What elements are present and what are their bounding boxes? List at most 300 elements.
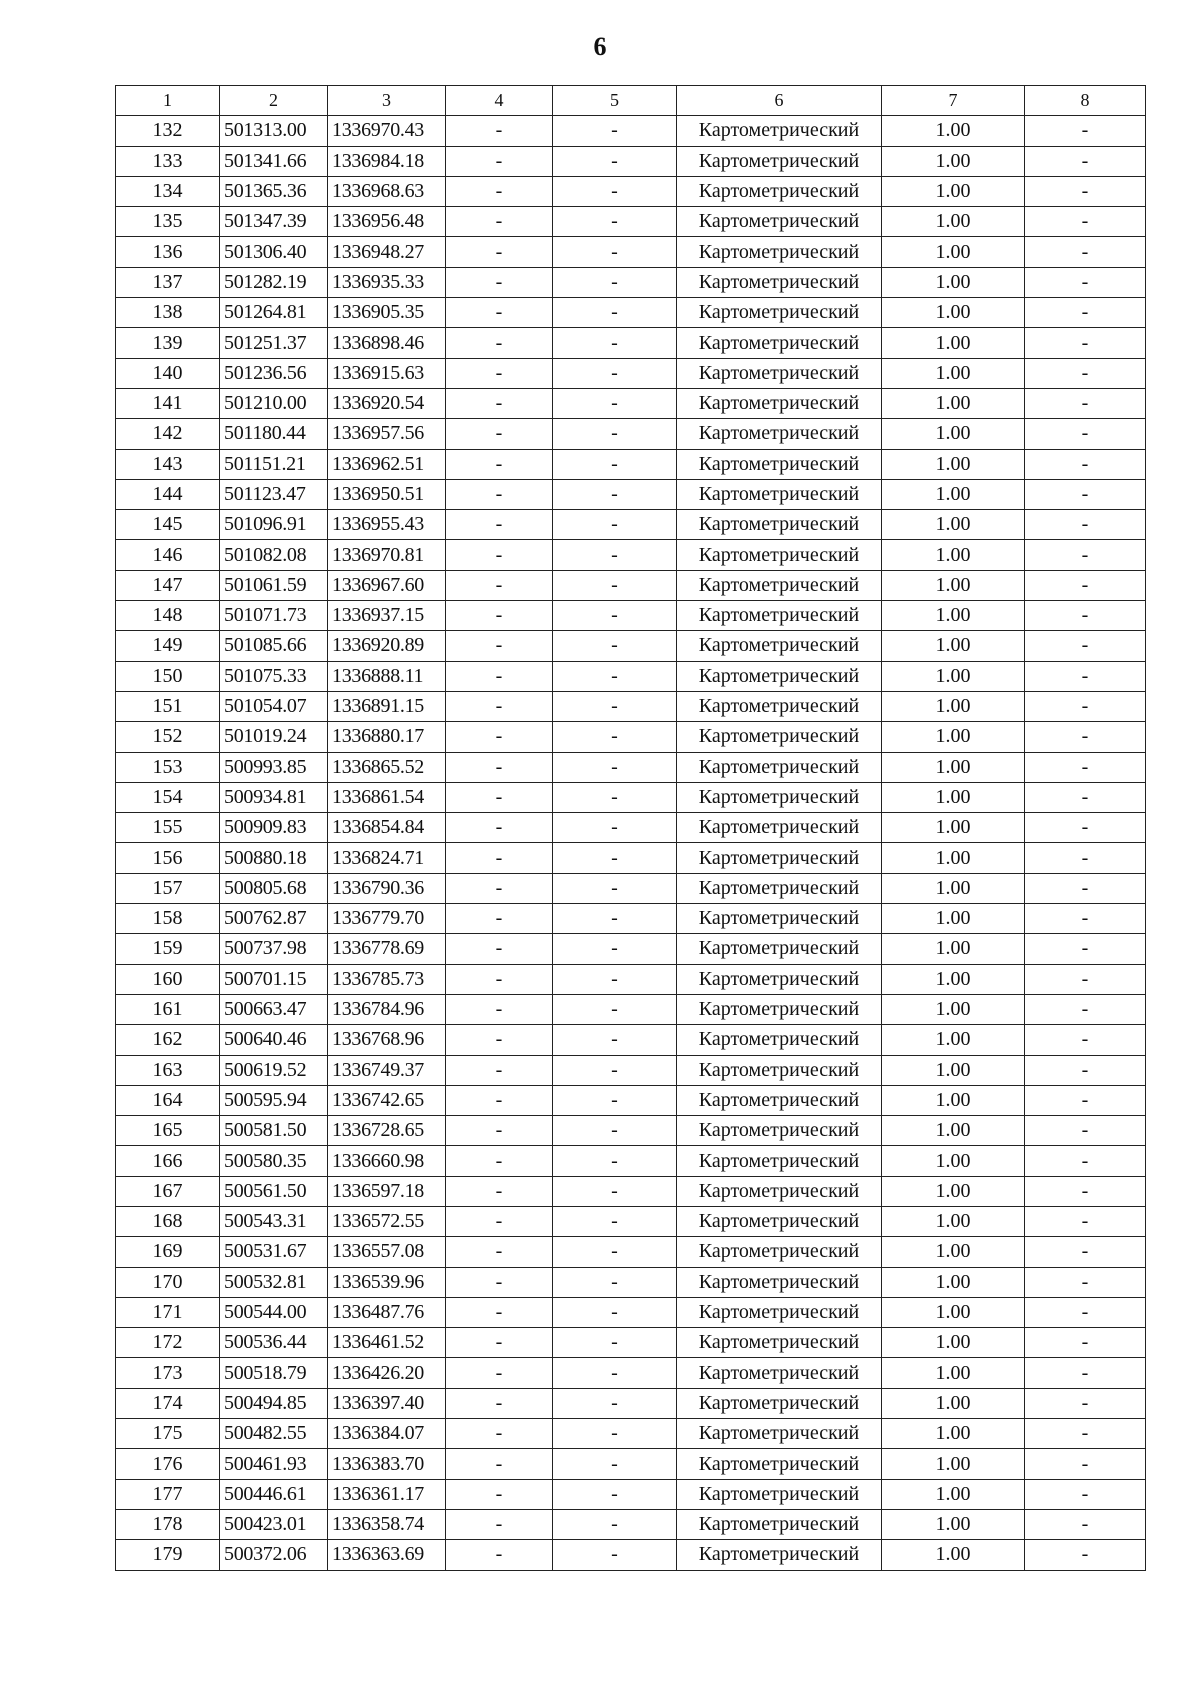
x-coordinate-cell: 500494.85 [220,1388,328,1418]
accuracy-cell: 1.00 [882,1419,1025,1449]
column-5-cell: - [553,1055,677,1085]
column-4-cell: - [446,176,553,206]
column-5-cell: - [553,1176,677,1206]
column-8-cell: - [1025,994,1146,1024]
column-8-cell: - [1025,1540,1146,1570]
accuracy-cell: 1.00 [882,1176,1025,1206]
column-8-cell: - [1025,267,1146,297]
column-8-cell: - [1025,782,1146,812]
column-4-cell: - [446,1025,553,1055]
point-number-cell: 167 [116,1176,220,1206]
table-row [116,934,1146,964]
method-cell: Картометрический [677,207,882,237]
table-row [116,176,1146,206]
table-row [116,1328,1146,1358]
column-5-cell: - [553,782,677,812]
column-4-cell: - [446,328,553,358]
point-number-cell: 149 [116,631,220,661]
column-5-cell: - [553,479,677,509]
x-coordinate-cell: 501071.73 [220,601,328,631]
column-5-cell: - [553,419,677,449]
method-cell: Картометрический [677,1206,882,1236]
column-5-cell: - [553,691,677,721]
y-coordinate-cell: 1336915.63 [328,358,446,388]
method-cell: Картометрический [677,1267,882,1297]
accuracy-cell: 1.00 [882,631,1025,661]
column-8-cell: - [1025,388,1146,418]
column-5-cell: - [553,116,677,146]
y-coordinate-cell: 1336824.71 [328,843,446,873]
y-coordinate-cell: 1336384.07 [328,1419,446,1449]
x-coordinate-cell: 500581.50 [220,1116,328,1146]
column-5-cell: - [553,1237,677,1267]
column-8-cell: - [1025,722,1146,752]
method-cell: Картометрический [677,540,882,570]
column-5-cell: - [553,298,677,328]
point-number-cell: 152 [116,722,220,752]
accuracy-cell: 1.00 [882,1509,1025,1539]
accuracy-cell: 1.00 [882,1146,1025,1176]
table-row [116,328,1146,358]
column-5-cell: - [553,1388,677,1418]
accuracy-cell: 1.00 [882,1267,1025,1297]
accuracy-cell: 1.00 [882,934,1025,964]
table-row [116,146,1146,176]
column-4-cell: - [446,1055,553,1085]
point-number-cell: 133 [116,146,220,176]
column-8-cell: - [1025,1116,1146,1146]
point-number-cell: 136 [116,237,220,267]
table-row [116,782,1146,812]
accuracy-cell: 1.00 [882,176,1025,206]
column-8-cell: - [1025,237,1146,267]
table-row [116,388,1146,418]
table-row [116,752,1146,782]
method-cell: Картометрический [677,631,882,661]
point-number-cell: 135 [116,207,220,237]
accuracy-cell: 1.00 [882,813,1025,843]
x-coordinate-cell: 501264.81 [220,298,328,328]
column-5-cell: - [553,176,677,206]
point-number-cell: 172 [116,1328,220,1358]
method-cell: Картометрический [677,691,882,721]
table-row [116,510,1146,540]
column-4-cell: - [446,146,553,176]
column-8-cell: - [1025,1267,1146,1297]
y-coordinate-cell: 1336970.81 [328,540,446,570]
column-5-cell: - [553,1297,677,1327]
column-4-cell: - [446,1176,553,1206]
method-cell: Картометрический [677,1509,882,1539]
column-5-cell: - [553,1479,677,1509]
table-row [116,1540,1146,1570]
table-row [116,631,1146,661]
column-4-cell: - [446,1267,553,1297]
x-coordinate-cell: 500561.50 [220,1176,328,1206]
x-coordinate-cell: 501180.44 [220,419,328,449]
column-4-cell: - [446,1358,553,1388]
x-coordinate-cell: 500762.87 [220,904,328,934]
column-4-cell: - [446,1206,553,1236]
accuracy-cell: 1.00 [882,419,1025,449]
x-coordinate-cell: 500544.00 [220,1297,328,1327]
accuracy-cell: 1.00 [882,1055,1025,1085]
column-4-cell: - [446,388,553,418]
accuracy-cell: 1.00 [882,328,1025,358]
column-4-cell: - [446,116,553,146]
table-row [116,1176,1146,1206]
y-coordinate-cell: 1336557.08 [328,1237,446,1267]
column-4-cell: - [446,1388,553,1418]
accuracy-cell: 1.00 [882,752,1025,782]
accuracy-cell: 1.00 [882,601,1025,631]
table-row [116,237,1146,267]
table-row [116,358,1146,388]
column-5-cell: - [553,722,677,752]
column-4-cell: - [446,994,553,1024]
column-8-cell: - [1025,1146,1146,1176]
y-coordinate-cell: 1336660.98 [328,1146,446,1176]
x-coordinate-cell: 500532.81 [220,1267,328,1297]
point-number-cell: 140 [116,358,220,388]
column-8-cell: - [1025,1025,1146,1055]
x-coordinate-cell: 500531.67 [220,1237,328,1267]
column-5-cell: - [553,752,677,782]
column-4-cell: - [446,237,553,267]
accuracy-cell: 1.00 [882,207,1025,237]
y-coordinate-cell: 1336888.11 [328,661,446,691]
column-4-cell: - [446,904,553,934]
y-coordinate-cell: 1336880.17 [328,722,446,752]
method-cell: Картометрический [677,1116,882,1146]
method-cell: Картометрический [677,419,882,449]
column-header: 4 [446,86,553,116]
table-row [116,419,1146,449]
point-number-cell: 138 [116,298,220,328]
column-header: 8 [1025,86,1146,116]
method-cell: Картометрический [677,570,882,600]
x-coordinate-cell: 500619.52 [220,1055,328,1085]
column-5-cell: - [553,661,677,691]
point-number-cell: 144 [116,479,220,509]
point-number-cell: 176 [116,1449,220,1479]
column-8-cell: - [1025,449,1146,479]
x-coordinate-cell: 501236.56 [220,358,328,388]
column-5-cell: - [553,358,677,388]
y-coordinate-cell: 1336539.96 [328,1267,446,1297]
column-8-cell: - [1025,1509,1146,1539]
x-coordinate-cell: 500446.61 [220,1479,328,1509]
x-coordinate-cell: 500595.94 [220,1085,328,1115]
column-8-cell: - [1025,1328,1146,1358]
column-5-cell: - [553,1206,677,1236]
point-number-cell: 147 [116,570,220,600]
y-coordinate-cell: 1336397.40 [328,1388,446,1418]
column-8-cell: - [1025,479,1146,509]
column-5-cell: - [553,1449,677,1479]
point-number-cell: 161 [116,994,220,1024]
point-number-cell: 165 [116,1116,220,1146]
coordinates-table [115,85,1146,1571]
column-4-cell: - [446,1449,553,1479]
y-coordinate-cell: 1336956.48 [328,207,446,237]
x-coordinate-cell: 501085.66 [220,631,328,661]
accuracy-cell: 1.00 [882,146,1025,176]
method-cell: Картометрический [677,1358,882,1388]
x-coordinate-cell: 500543.31 [220,1206,328,1236]
column-header: 5 [553,86,677,116]
column-4-cell: - [446,601,553,631]
y-coordinate-cell: 1336749.37 [328,1055,446,1085]
table-row [116,1449,1146,1479]
accuracy-cell: 1.00 [882,1025,1025,1055]
method-cell: Картометрический [677,934,882,964]
point-number-cell: 162 [116,1025,220,1055]
point-number-cell: 157 [116,873,220,903]
column-8-cell: - [1025,1237,1146,1267]
column-4-cell: - [446,510,553,540]
table-row [116,813,1146,843]
y-coordinate-cell: 1336742.65 [328,1085,446,1115]
y-coordinate-cell: 1336955.43 [328,510,446,540]
method-cell: Картометрический [677,994,882,1024]
table-row [116,843,1146,873]
table-row [116,207,1146,237]
y-coordinate-cell: 1336865.52 [328,752,446,782]
page-number: 6 [593,32,607,61]
x-coordinate-cell: 501282.19 [220,267,328,297]
point-number-cell: 132 [116,116,220,146]
table-row [116,449,1146,479]
y-coordinate-cell: 1336461.52 [328,1328,446,1358]
point-number-cell: 134 [116,176,220,206]
x-coordinate-cell: 500482.55 [220,1419,328,1449]
method-cell: Картометрический [677,298,882,328]
x-coordinate-cell: 501347.39 [220,207,328,237]
column-4-cell: - [446,1540,553,1570]
accuracy-cell: 1.00 [882,1388,1025,1418]
accuracy-cell: 1.00 [882,388,1025,418]
accuracy-cell: 1.00 [882,267,1025,297]
column-8-cell: - [1025,328,1146,358]
point-number-cell: 156 [116,843,220,873]
column-header: 6 [677,86,882,116]
y-coordinate-cell: 1336957.56 [328,419,446,449]
column-5-cell: - [553,1328,677,1358]
point-number-cell: 142 [116,419,220,449]
y-coordinate-cell: 1336572.55 [328,1206,446,1236]
method-cell: Картометрический [677,1540,882,1570]
column-5-cell: - [553,843,677,873]
accuracy-cell: 1.00 [882,904,1025,934]
y-coordinate-cell: 1336854.84 [328,813,446,843]
column-4-cell: - [446,479,553,509]
accuracy-cell: 1.00 [882,237,1025,267]
column-4-cell: - [446,873,553,903]
y-coordinate-cell: 1336597.18 [328,1176,446,1206]
accuracy-cell: 1.00 [882,1206,1025,1236]
column-4-cell: - [446,570,553,600]
table-row [116,116,1146,146]
point-number-cell: 154 [116,782,220,812]
point-number-cell: 145 [116,510,220,540]
accuracy-cell: 1.00 [882,1540,1025,1570]
point-number-cell: 158 [116,904,220,934]
point-number-cell: 137 [116,267,220,297]
y-coordinate-cell: 1336891.15 [328,691,446,721]
table-row [116,540,1146,570]
accuracy-cell: 1.00 [882,843,1025,873]
table-row [116,904,1146,934]
method-cell: Картометрический [677,782,882,812]
column-8-cell: - [1025,934,1146,964]
x-coordinate-cell: 500805.68 [220,873,328,903]
method-cell: Картометрический [677,722,882,752]
method-cell: Картометрический [677,1297,882,1327]
column-8-cell: - [1025,1206,1146,1236]
column-5-cell: - [553,237,677,267]
point-number-cell: 139 [116,328,220,358]
method-cell: Картометрический [677,1176,882,1206]
method-cell: Картометрический [677,1388,882,1418]
column-5-cell: - [553,1419,677,1449]
column-4-cell: - [446,358,553,388]
column-5-cell: - [553,1116,677,1146]
column-header: 7 [882,86,1025,116]
table-row [116,1358,1146,1388]
accuracy-cell: 1.00 [882,1328,1025,1358]
column-8-cell: - [1025,570,1146,600]
column-8-cell: - [1025,1055,1146,1085]
column-4-cell: - [446,540,553,570]
column-5-cell: - [553,540,677,570]
method-cell: Картометрический [677,1146,882,1176]
column-4-cell: - [446,1237,553,1267]
column-5-cell: - [553,964,677,994]
column-4-cell: - [446,1328,553,1358]
column-5-cell: - [553,1509,677,1539]
x-coordinate-cell: 501096.91 [220,510,328,540]
column-4-cell: - [446,1419,553,1449]
column-8-cell: - [1025,176,1146,206]
y-coordinate-cell: 1336784.96 [328,994,446,1024]
point-number-cell: 170 [116,1267,220,1297]
accuracy-cell: 1.00 [882,782,1025,812]
column-8-cell: - [1025,358,1146,388]
column-5-cell: - [553,631,677,661]
column-8-cell: - [1025,146,1146,176]
column-4-cell: - [446,934,553,964]
column-8-cell: - [1025,601,1146,631]
point-number-cell: 153 [116,752,220,782]
y-coordinate-cell: 1336984.18 [328,146,446,176]
y-coordinate-cell: 1336948.27 [328,237,446,267]
accuracy-cell: 1.00 [882,1116,1025,1146]
column-4-cell: - [446,964,553,994]
table-row [116,661,1146,691]
point-number-cell: 146 [116,540,220,570]
method-cell: Картометрический [677,388,882,418]
x-coordinate-cell: 501341.66 [220,146,328,176]
column-8-cell: - [1025,813,1146,843]
table-row [116,1206,1146,1236]
table-row [116,1085,1146,1115]
y-coordinate-cell: 1336970.43 [328,116,446,146]
accuracy-cell: 1.00 [882,449,1025,479]
x-coordinate-cell: 500737.98 [220,934,328,964]
column-8-cell: - [1025,1388,1146,1418]
table-row [116,1509,1146,1539]
accuracy-cell: 1.00 [882,691,1025,721]
column-4-cell: - [446,267,553,297]
method-cell: Картометрический [677,116,882,146]
method-cell: Картометрический [677,1449,882,1479]
method-cell: Картометрический [677,449,882,479]
x-coordinate-cell: 501365.36 [220,176,328,206]
column-5-cell: - [553,328,677,358]
column-header: 2 [220,86,328,116]
column-4-cell: - [446,449,553,479]
table-row [116,994,1146,1024]
method-cell: Картометрический [677,873,882,903]
column-8-cell: - [1025,661,1146,691]
y-coordinate-cell: 1336861.54 [328,782,446,812]
method-cell: Картометрический [677,661,882,691]
column-4-cell: - [446,813,553,843]
y-coordinate-cell: 1336920.54 [328,388,446,418]
method-cell: Картометрический [677,176,882,206]
accuracy-cell: 1.00 [882,1085,1025,1115]
point-number-cell: 179 [116,1540,220,1570]
method-cell: Картометрический [677,328,882,358]
y-coordinate-cell: 1336962.51 [328,449,446,479]
method-cell: Картометрический [677,904,882,934]
column-4-cell: - [446,298,553,328]
column-4-cell: - [446,843,553,873]
column-8-cell: - [1025,1449,1146,1479]
accuracy-cell: 1.00 [882,1237,1025,1267]
table-row [116,1388,1146,1418]
x-coordinate-cell: 500518.79 [220,1358,328,1388]
table-row [116,570,1146,600]
y-coordinate-cell: 1336728.65 [328,1116,446,1146]
method-cell: Картометрический [677,510,882,540]
y-coordinate-cell: 1336905.35 [328,298,446,328]
column-5-cell: - [553,601,677,631]
x-coordinate-cell: 500423.01 [220,1509,328,1539]
column-4-cell: - [446,419,553,449]
point-number-cell: 160 [116,964,220,994]
column-8-cell: - [1025,691,1146,721]
table-row [116,964,1146,994]
column-5-cell: - [553,813,677,843]
method-cell: Картометрический [677,1479,882,1509]
table-row [116,298,1146,328]
y-coordinate-cell: 1336790.36 [328,873,446,903]
point-number-cell: 174 [116,1388,220,1418]
method-cell: Картометрический [677,237,882,267]
accuracy-cell: 1.00 [882,722,1025,752]
column-4-cell: - [446,1085,553,1115]
column-4-cell: - [446,722,553,752]
column-5-cell: - [553,570,677,600]
column-4-cell: - [446,1479,553,1509]
method-cell: Картометрический [677,1085,882,1115]
table-row [116,1116,1146,1146]
y-coordinate-cell: 1336898.46 [328,328,446,358]
column-4-cell: - [446,1297,553,1327]
x-coordinate-cell: 501054.07 [220,691,328,721]
